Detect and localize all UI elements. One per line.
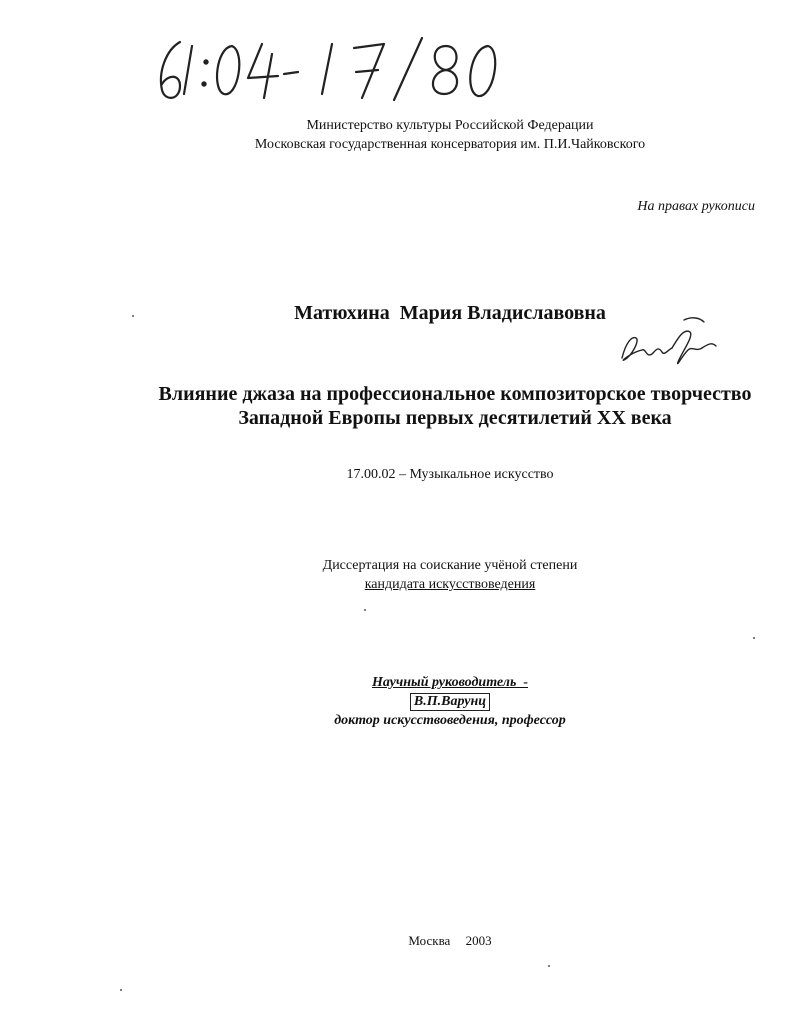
rights-notice: На правах рукописи (637, 199, 755, 214)
specialty-code: 17.00.02 – Музыкальное искусство (346, 467, 554, 482)
scan-speck (364, 609, 366, 611)
degree-line-2: кандидата искусствоведения (364, 577, 536, 592)
supervisor-role: Научный руководитель - (371, 675, 529, 690)
scan-speck (753, 637, 755, 639)
supervisor-name: В.П.Варунц (410, 693, 490, 711)
title-line-1: Влияние джаза на профессиональное композиторское творчество (158, 383, 752, 405)
author-name: Матюхина Мария Владиславовна (294, 302, 606, 324)
archive-number-handwritten (150, 32, 520, 104)
dissertation-title (0, 382, 797, 430)
ministry-line: Министерство культуры Российской Федерации (306, 118, 594, 133)
footer-city: Москва (408, 933, 451, 948)
dissertation-degree (0, 556, 797, 594)
supervisor-degree: доктор искусствоведения, профессор (334, 713, 566, 728)
footer-place-date (0, 933, 797, 949)
footer-year: 2003 (465, 933, 492, 948)
signature-image (612, 312, 722, 372)
scan-speck (548, 965, 550, 967)
title-line-2: Западной Европы первых десятилетий XX века (238, 407, 672, 429)
institution-header (0, 116, 797, 154)
degree-line-1: Диссертация на соискание учёной степени (322, 558, 578, 573)
supervisor-block (0, 673, 797, 730)
conservatory-line: Московская государственная консерватория им. П.И.Чайковского (254, 137, 646, 152)
scan-speck (120, 989, 122, 991)
scan-speck (132, 315, 134, 317)
